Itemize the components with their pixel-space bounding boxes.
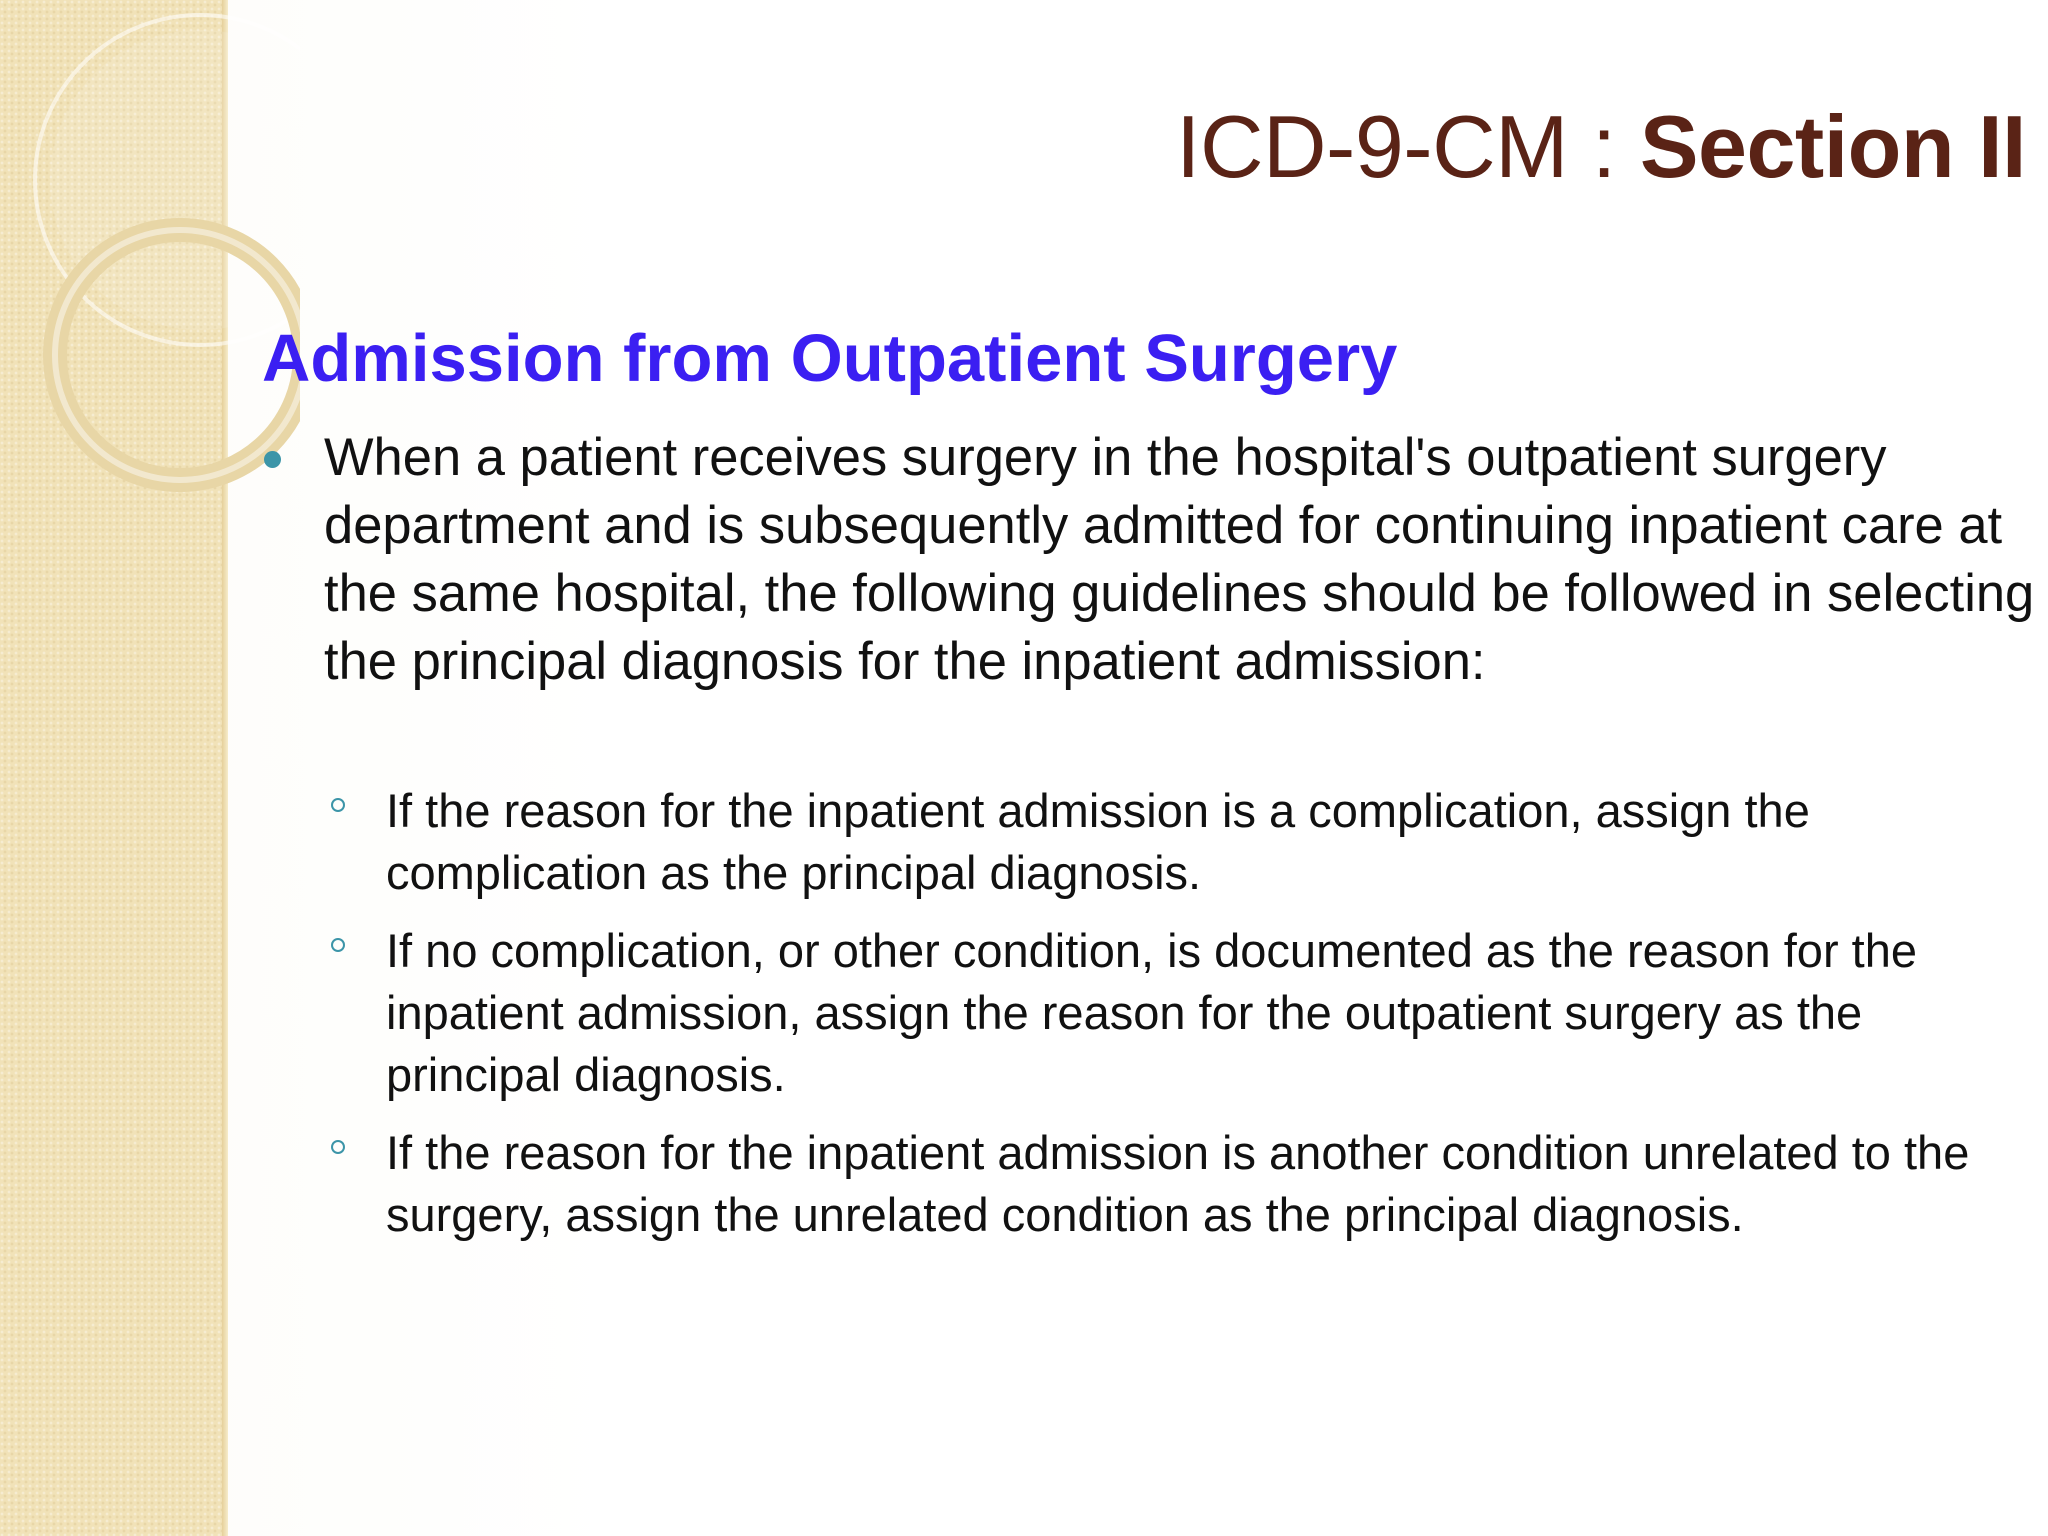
- title-section: Section II: [1639, 97, 2026, 196]
- sub-bullet-text: If the reason for the inpatient admission is another condition unrelated to the surgery, assign the unrelated condition as the principal diagnosis.: [386, 1126, 1970, 1241]
- sub-bullet-item: [386, 780, 2046, 904]
- sub-bullet-item: [386, 1122, 2046, 1246]
- decorative-rings: [0, 0, 300, 520]
- title-prefix: ICD-9-CM :: [1176, 97, 1640, 196]
- main-bullet-text: When a patient receives surgery in the hospital's outpatient surgery department and is subsequently admitted for continuing inpatient care at the same hospital, the following guidelines should be followed in selecting the principal diagnosis for the inpatient admission:: [324, 428, 2035, 691]
- sub-bullet-text: If no complication, or other condition, is documented as the reason for the inpatient admission, assign the reason for the outpatient surgery as the principal diagnosis.: [386, 924, 1917, 1101]
- hollow-circle-bullet-icon: [331, 938, 345, 952]
- bullet-dot-icon: [264, 451, 281, 468]
- sub-bullet-text: If the reason for the inpatient admission is a complication, assign the complication as the principal diagnosis.: [386, 784, 1810, 899]
- slide-title: [1176, 92, 2026, 202]
- hollow-circle-bullet-icon: [331, 798, 345, 812]
- hollow-circle-bullet-icon: [331, 1140, 345, 1154]
- sub-bullet-list: [386, 780, 2046, 1262]
- section-heading: Admission from Outpatient Surgery: [262, 321, 1398, 396]
- sub-bullet-item: [386, 920, 2046, 1106]
